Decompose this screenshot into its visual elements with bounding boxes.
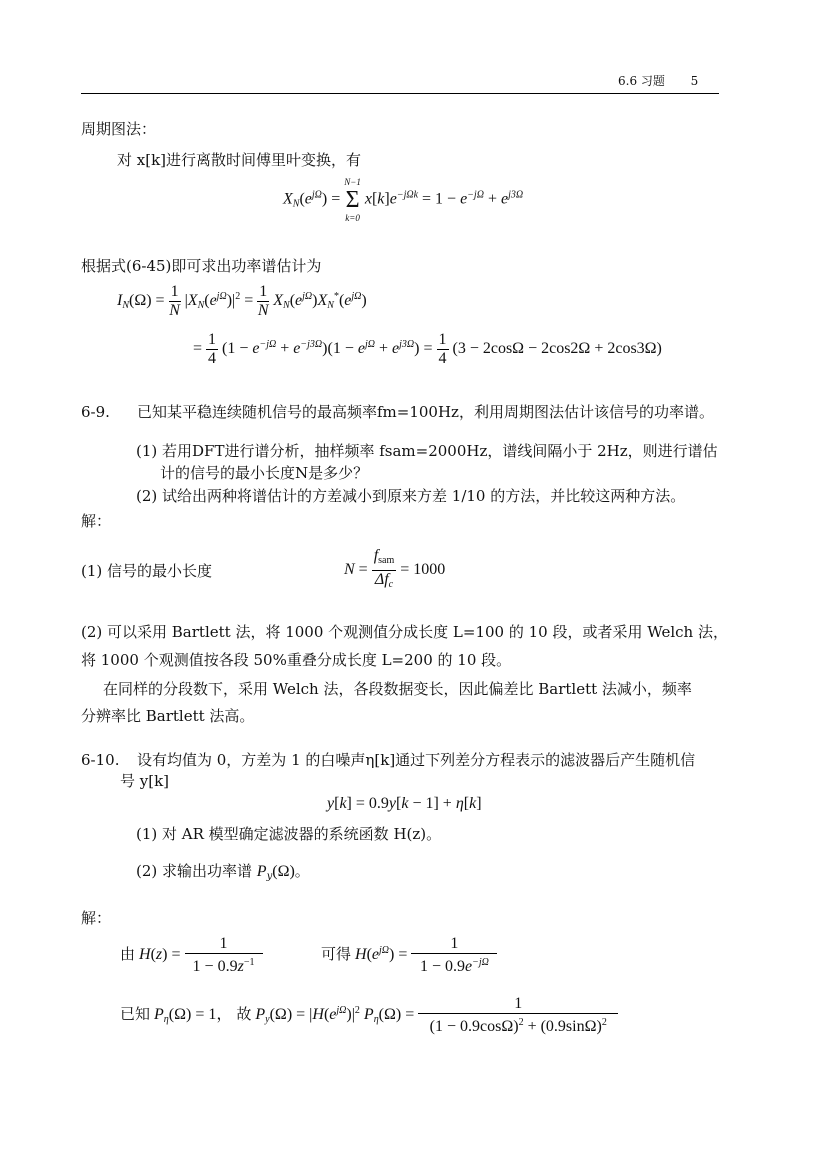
answer-1-text: (1) 信号的最小长度 [81,562,213,580]
problem-6-10-q2: (2) 求输出功率谱 $P_y(\Omega)$。 [136,862,310,882]
equation-IN-line2: = $\frac{1}{4}$ $(1 - e^{-j\Omega} + e^{-j3\Omega})(1 - e^{j\Omega} + e^{j3\Omega})$ = $\frac{1}{4}$ (3 − 2cosΩ − 2cos2Ω + 2cos3Ω) [193,331,662,367]
running-header [618,72,698,89]
equation-IN-line1: $I_N(\Omega)$ = $\frac{1}{N}$ $|X_N(e^{j\Omega})|^2$ = $\frac{1}{N}$ $X_N(e^{j\Omega})X_N^*(e^{j\Omega})$ [117,283,367,319]
text-formula-6-45: 根据式(6-45)即可求出功率谱估计为 [81,257,322,275]
equation-Hz: 由 H(z) = $\frac{1}{1 - 0.9z^{-1}}$ [120,935,263,976]
problem-6-9-q1-line2: 计的信号的最小长度N是多少？ [160,464,369,482]
problem-6-10-q1: (1) 对 AR 模型确定滤波器的系统函数 H(z)。 [136,825,442,843]
equation-dtft: $X_N(e^{j\Omega})$ = N−1 Σ k=0 $x[k]e^{-j\Omega k} = 1 - e^{-j\Omega} + e^{j3\Omega}$ [283,177,524,223]
answer-2-line1: (2) 可以采用 Bartlett 法，将 1000 个观测值分成长度 L=100 的 10 段，或者采用 Welch 法， [81,623,728,641]
periodogram-intro: 对 x[k]进行离散时间傅里叶变换，有 [117,151,362,169]
header-rule [81,93,719,94]
answer-2-line2: 将 1000 个观测值按各段 50%重叠分成长度 L=200 的 10 段。 [81,651,512,669]
problem-6-10-number: 6-10. [81,751,120,769]
problem-6-10-solution-label: 解： [81,909,112,927]
problem-6-10-statement-line1: 设有均值为 0，方差为 1 的白噪声η[k]通过下列差分方程表示的滤波器后产生随机信 [137,751,696,769]
answer-3-line1: 在同样的分段数下，采用 Welch 法，各段数据变长，因此偏差比 Bartlett 法减小，频率 [103,680,692,698]
equation-text-sources [0,0,1,1]
problem-6-10-statement-line2: 号 y[k] [120,772,170,790]
problem-6-9-solution-label: 解： [81,512,112,530]
answer-1-equation: N = $\frac{f_{sam}}{\Delta f_c}$ = 1000 [344,547,446,590]
equation-Hejw: 可得 $H(e^{j\Omega})$ = $\frac{1}{1 - 0.9e^{-j\Omega}}$ [321,935,497,976]
problem-6-9-number: 6-9. [81,403,110,421]
header-page-number: 5 [690,74,699,88]
eq-dtft-source [0,0,1,1]
equation-Py: 已知 $P_\eta(\Omega) = 1$， 故 $P_y(\Omega) = |H(e^{j\Omega})|^2$ $P_\eta(\Omega)$ = $\frac{1}{(1 - 0.9\cos\Omega)^2 + (0.9\sin\Omega)^2}$ [120,995,618,1036]
problem-6-9-q2: (2) 试给出两种将谱估计的方差减小到原来方差 1/10 的方法，并比较这两种方法。 [136,487,686,505]
problem-6-9-statement: 已知某平稳连续随机信号的最高频率fm=100Hz，利用周期图法估计该信号的功率谱。 [137,403,714,421]
problem-6-9-q1-line1: (1) 若用DFT进行谱分析，抽样频率 fsam=2000Hz，谱线间隔小于 2Hz，则进行谱估 [136,442,718,460]
periodogram-heading: 周期图法： [81,120,157,138]
answer-3-line2: 分辨率比 Bartlett 法高。 [81,707,255,725]
equation-difference: y[k] = 0.9y[k − 1] + η[k] [327,795,482,812]
header-section: 6.6 习题 [618,74,665,88]
